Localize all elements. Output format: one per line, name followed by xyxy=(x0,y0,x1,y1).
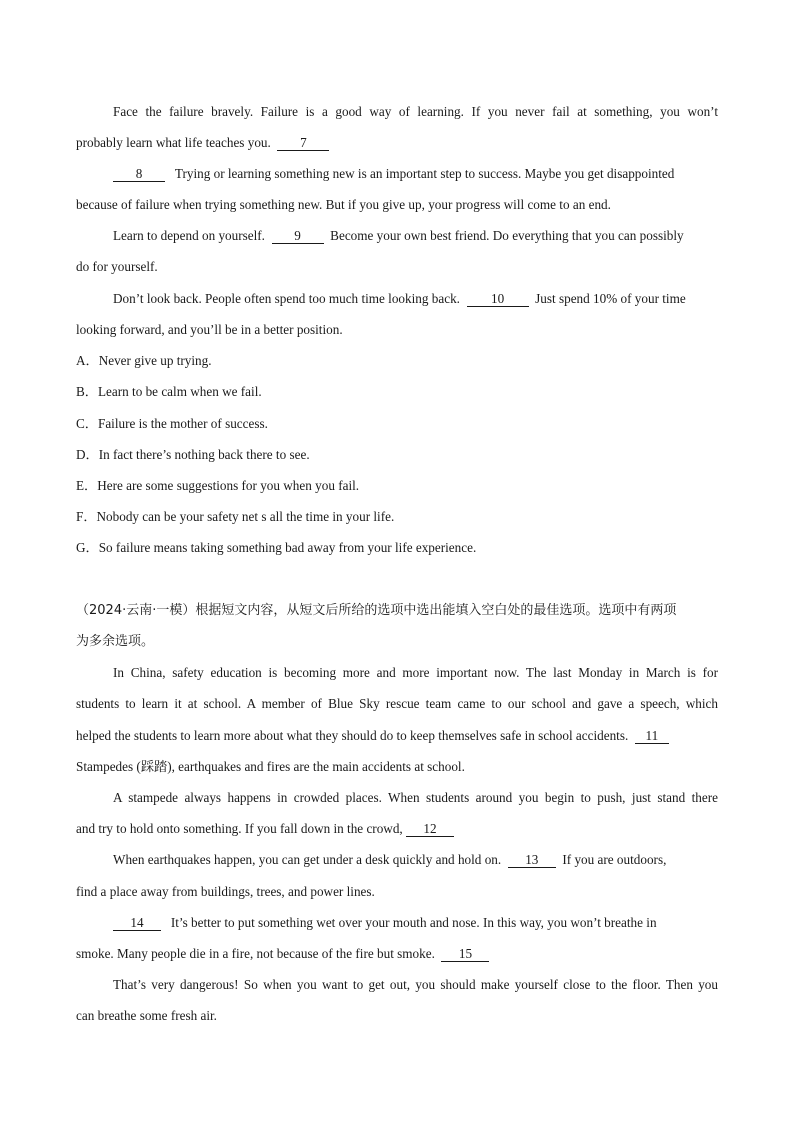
p3-line1: Learn to depend on yourself. 9 Become your own best friend. Do everything that you can possibly xyxy=(113,228,684,243)
p2-4-line2: smoke. Many people die in a fire, not because of the fire but smoke. 15 xyxy=(76,946,718,962)
option-e: E．Here are some suggestions for you when you fail. xyxy=(76,478,360,493)
p4-line1: Don’t look back. People often spend too much time looking back. 10 Just spend 10% of your time xyxy=(113,291,686,306)
instruction-line1: （2024·云南·一模）根据短文内容，从短文后所给的选项中选出能填入空白处的最佳选项。选项中有两项 xyxy=(76,603,677,618)
option-g: G．So failure means taking something bad away from your life experience. xyxy=(76,540,477,555)
blank-9: 9 xyxy=(272,229,324,244)
blank-10: 10 xyxy=(467,292,529,307)
option-d: D．In fact there’s nothing back there to see. xyxy=(76,447,310,462)
blank-7: 7 xyxy=(277,136,329,151)
p2-3-line1: When earthquakes happen, you can get under a desk quickly and hold on. 13 If you are outdoors, xyxy=(113,852,667,867)
p4-line2: looking forward, and you’ll be in a better position. xyxy=(76,322,343,337)
p2-line2: because of failure when trying something new. But if you give up, your progress will come to an end. xyxy=(76,197,611,212)
blank-8: 8 xyxy=(113,167,165,182)
p2-line1: 8 Trying or learning something new is an important step to success. Maybe you get disappointed xyxy=(113,166,718,182)
instruction-line2: 为多余选项。 xyxy=(76,634,155,649)
p2-2-line1: A stampede always happens in crowded places. When students around you begin to push, just stand there xyxy=(113,790,718,805)
blank-11: 11 xyxy=(635,729,669,744)
option-c: C．Failure is the mother of success. xyxy=(76,416,268,431)
p2-1-line1: In China, safety education is becoming more and more important now. The last Monday in March is for xyxy=(113,665,718,680)
p2-5-line1: That’s very dangerous! So when you want to get out, you should make yourself close to the floor. Then you xyxy=(113,977,718,992)
p3-line2: do for yourself. xyxy=(76,259,158,274)
p2-1-line4: Stampedes (踩踏), earthquakes and fires are the main accidents at school. xyxy=(76,759,465,774)
p2-1-line3: helped the students to learn more about what they should do to keep themselves safe in school accidents. 11 xyxy=(76,728,718,744)
blank-12: 12 xyxy=(406,822,454,837)
option-f: F．Nobody can be your safety net s all the time in your life. xyxy=(76,509,395,524)
option-a: A．Never give up trying. xyxy=(76,353,212,368)
p2-5-line2: can breathe some fresh air. xyxy=(76,1008,217,1023)
option-b: B．Learn to be calm when we fail. xyxy=(76,384,262,399)
blank-14: 14 xyxy=(113,916,161,931)
p2-3-line2: find a place away from buildings, trees, and power lines. xyxy=(76,884,375,899)
p1-line2: probably learn what life teaches you. 7 xyxy=(76,135,718,151)
blank-13: 13 xyxy=(508,853,556,868)
p2-1-line2: students to learn it at school. A member of Blue Sky rescue team came to our school and gave a speech, which xyxy=(76,696,718,711)
blank-15: 15 xyxy=(441,947,489,962)
p2-2-line2: and try to hold onto something. If you fall down in the crowd, 12 xyxy=(76,821,718,837)
p2-4-line1: 14 It’s better to put something wet over your mouth and nose. In this way, you won’t breathe in xyxy=(113,915,718,931)
p1-line1: Face the failure bravely. Failure is a good way of learning. If you never fail at something, you won’t xyxy=(113,104,718,119)
